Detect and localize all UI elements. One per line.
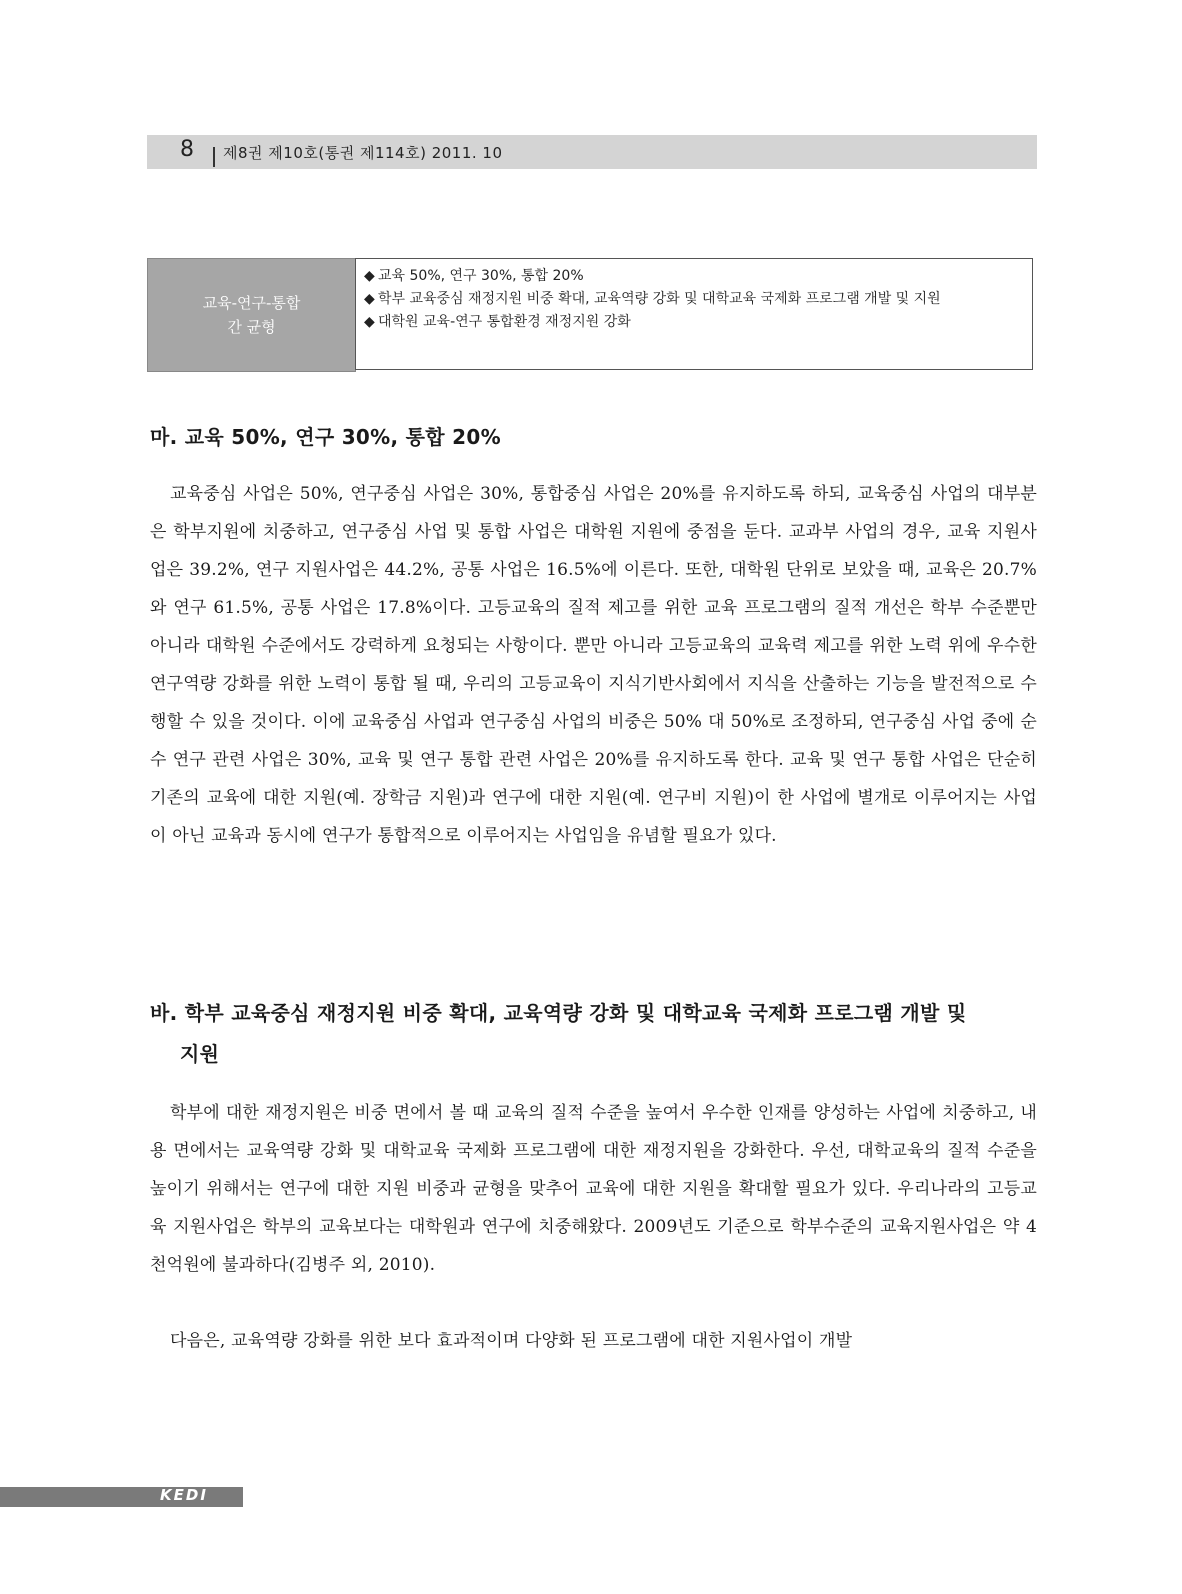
summary-item-text: 학부 교육중심 재정지원 비중 확대, 교육역량 강화 및 대학교육 국제화 프로그램 개발 및 지원 <box>378 291 941 307</box>
section-heading-ba-cont: 지원 <box>180 1042 220 1066</box>
body-paragraph <box>150 475 1037 855</box>
page-number: 8 <box>180 137 194 162</box>
summary-item <box>364 288 1024 311</box>
summary-box-list <box>355 258 1033 370</box>
section-heading-ba: 바. 학부 교육중심 재정지원 비중 확대, 교육역량 강화 및 대학교육 국제화 프로그램 개발 및 <box>150 1001 967 1025</box>
body-paragraph <box>150 1322 1037 1360</box>
summary-box-label <box>147 258 356 372</box>
summary-item-text: 대학원 교육-연구 통합환경 재정지원 강화 <box>378 314 631 330</box>
diamond-bullet-icon: ◆ <box>364 314 375 330</box>
paragraph-text: 다음은, 교육역량 강화를 위한 보다 효과적이며 다양화 된 프로그램에 대한 지원사업이 개발 <box>170 1331 853 1351</box>
kedi-logo: KEDI <box>160 1486 208 1504</box>
summary-item <box>364 265 1024 288</box>
summary-item <box>364 311 1024 334</box>
body-paragraph <box>150 1094 1037 1284</box>
summary-label-line1: 교육-연구-통합 <box>202 294 301 312</box>
paragraph-text: 학부에 대한 재정지원은 비중 면에서 볼 때 교육의 질적 수준을 높여서 우수한 인재를 양성하는 사업에 치중하고, 내용 면에서는 교육역량 강화 및 대학교육 국제화 프로그램에 대한 재정지원을 강화한다. 우선, 대학교육의 질적 수준을 높이기 위해서는 연구에 대한 지원 비중과 균형을 맞추어 교육에 대한 지원을 확대할 필요가 있다. 우리나라의 고등교육 지원사업은 학부의 교육보다는 대학원과 연구에 치중해왔다. 2009년도 기준으로 학부수준의 교육지원사업은 약 4천억원에 불과하다(김병주 외, 2010). <box>150 1103 1037 1275</box>
paragraph-text: 교육중심 사업은 50%, 연구중심 사업은 30%, 통합중심 사업은 20%를 유지하도록 하되, 교육중심 사업의 대부분은 학부지원에 치중하고, 연구중심 사업 및 통합 사업은 대학원 지원에 중점을 둔다. 교과부 사업의 경우, 교육 지원사업은 39.2%, 연구 지원사업은 44.2%, 공통 사업은 16.5%에 이른다. 또한, 대학원 단위로 보았을 때, 교육은 20.7%와 연구 61.5%, 공통 사업은 17.8%이다. 고등교육의 질적 제고를 위한 교육 프로그램의 질적 개선은 학부 수준뿐만 아니라 대학원 수준에서도 강력하게 요청되는 사항이다. 뿐만 아니라 고등교육의 교육력 제고를 위한 노력 위에 우수한 연구역량 강화를 위한 노력이 통합 될 때, 우리의 고등교육이 지식기반사회에서 지식을 산출하는 기능을 발전적으로 수행할 수 있을 것이다. 이에 교육중심 사업과 연구중심 사업의 비중은 50% 대 50%로 조정하되, 연구중심 사업 중에 순수 연구 관련 사업은 30%, 교육 및 연구 통합 관련 사업은 20%를 유지하도록 한다. 교육 및 연구 통합 사업은 단순히 기존의 교육에 대한 지원(예. 장학금 지원)과 연구에 대한 지원(예. 연구비 지원)이 한 사업에 별개로 이루어지는 사업이 아닌 교육과 동시에 연구가 통합적으로 이루어지는 사업임을 유념할 필요가 있다. <box>150 484 1037 846</box>
diamond-bullet-icon: ◆ <box>364 291 375 307</box>
publication-info: 제8권 제10호(통권 제114호) 2011. 10 <box>223 144 503 162</box>
section-heading-ma: 마. 교육 50%, 연구 30%, 통합 20% <box>150 425 501 449</box>
summary-item-text: 교육 50%, 연구 30%, 통합 20% <box>378 268 584 284</box>
diamond-bullet-icon: ◆ <box>364 268 375 284</box>
header-divider <box>213 147 215 167</box>
summary-label-line2: 간 균형 <box>227 318 276 336</box>
